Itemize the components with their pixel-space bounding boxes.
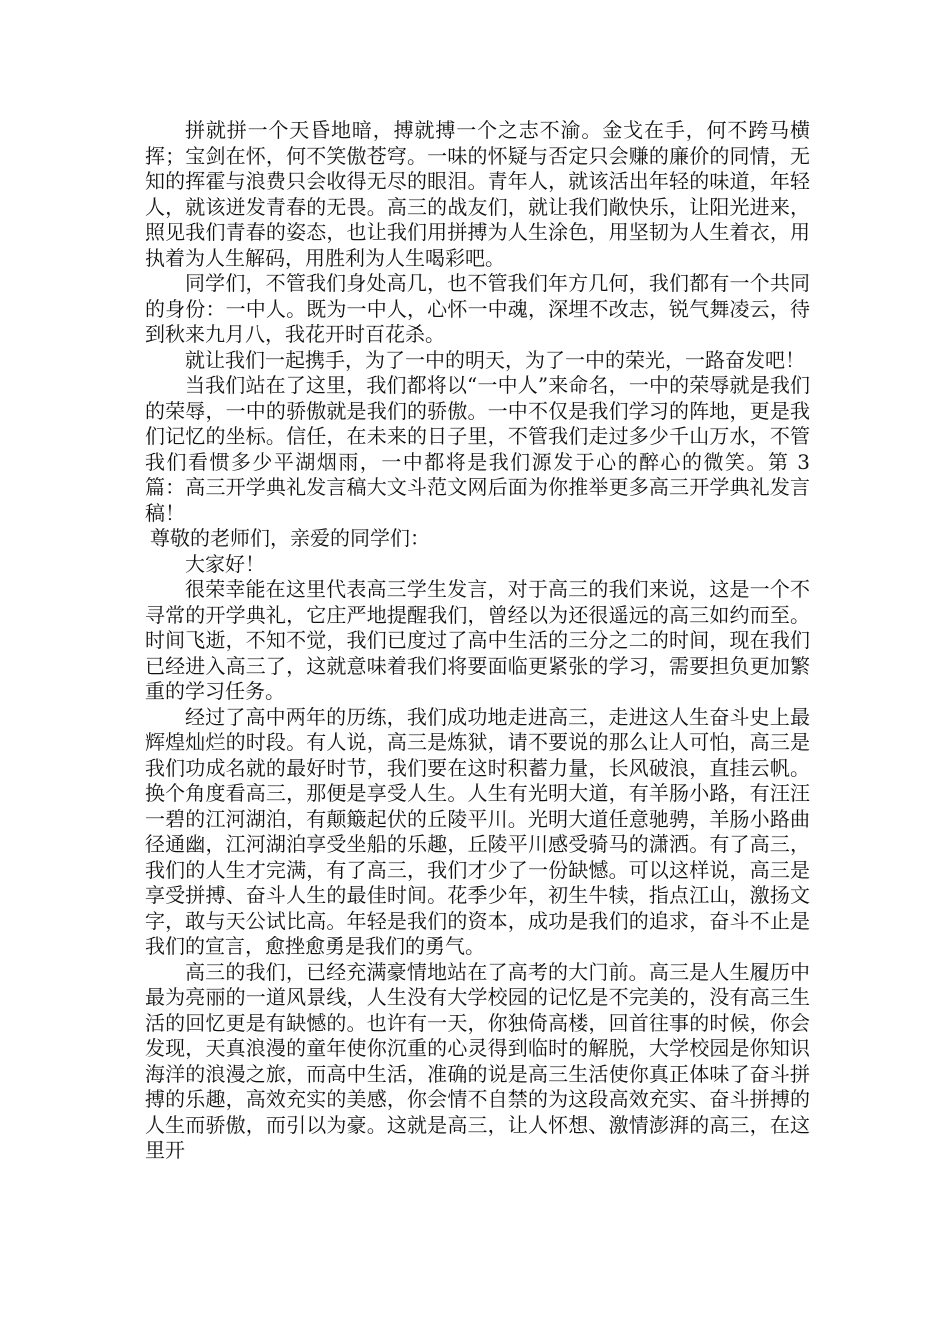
document-body bbox=[145, 118, 810, 1164]
paragraph-7: 很荣幸能在这里代表高三学生发言，对于高三的我们来说，这是一个不寻常的开学典礼，它庄严地提醒我们，曾经以为还很遥远的高三如约而至。时间飞逝，不知不觉，我们已度过了高中生活的三分之二的时间，现在我们已经进入高三了，这就意味着我们将要面临更紧张的学习，需要担负更加繁重的学习任务。 bbox=[145, 577, 810, 703]
greeting: 大家好！ bbox=[185, 551, 265, 576]
paragraph-9: 高三的我们，已经充满豪情地站在了高考的大门前。高三是人生履历中最为亮丽的一道风景线，人生没有大学校园的记忆是不完美的，没有高三生活的回忆更是有缺憾的。也许有一天，你独倚高楼，回首往事的时候，你会发现，天真浪漫的童年使你沉重的心灵得到临时的解脱，大学校园是你知识海洋的浪漫之旅，而高中生活，准确的说是高三生活使你真正体味了奋斗拼搏的乐趣，高效充实的美感，你会情不自禁的为这段高效充实、奋斗拼搏的人生而骄傲，而引以为豪。这就是高三，让人怀想、激情澎湃的高三，在这里开 bbox=[145, 959, 810, 1162]
paragraph-2: 同学们，不管我们身处高几，也不管我们年方几何，我们都有一个共同的身份：一中人。既为一中人，心怀一中魂，深埋不改志，锐气舞凌云，待到秋来九月八，我花开时百花杀。 bbox=[145, 271, 810, 346]
paragraph-3: 就让我们一起携手，为了一中的明天，为了一中的荣光，一路奋发吧！ bbox=[185, 347, 805, 372]
paragraph-4: 当我们站在了这里，我们都将以“一中人”来命名，一中的荣辱就是我们的荣辱，一中的骄傲就是我们的骄傲。一中不仅是我们学习的阵地，更是我们记忆的坐标。信任，在未来的日子里，不管我们走过多少千山万水，不管我们看惯多少平湖烟雨，一中都将是我们源发于心的醉心的微笑。第 3 篇：高三开学典礼发言稿大文斗范文网后面为你推举更多高三开学典礼发言稿！ bbox=[145, 373, 810, 525]
paragraph-1: 拼就拼一个天昏地暗，搏就搏一个之志不渝。金戈在手，何不跨马横挥；宝剑在怀，何不笑傲苍穹。一味的怀疑与否定只会赚的廉价的同情，无知的挥霍与浪费只会收得无尽的眼泪。青年人，就该活出年轻的味道，年轻人，就该迸发青春的无畏。高三的战友们，就让我们敞快乐，让阳光进来，照见我们青春的姿态，也让我们用拼搏为人生涂色，用坚韧为人生着衣，用执着为人生解码，用胜利为人生喝彩吧。 bbox=[145, 118, 810, 270]
salutation: 尊敬的老师们，亲爱的同学们： bbox=[150, 526, 430, 550]
paragraph-8: 经过了高中两年的历练，我们成功地走进高三，走进这人生奋斗史上最辉煌灿烂的时段。有人说，高三是炼狱，请不要说的那么让人可怕，高三是我们功成名就的最好时节，我们要在这时积蓄力量，长风破浪，直挂云帆。换个角度看高三，那便是享受人生。人生有光明大道，有羊肠小路，有汪汪一碧的江河湖泊，有颠簸起伏的丘陵平川。光明大道任意驰骋，羊肠小路曲径通幽，江河湖泊享受坐船的乐趣，丘陵平川感受骑马的潇洒。有了高三，我们的人生才完满，有了高三，我们才少了一份缺憾。可以这样说，高三是享受拼搏、奋斗人生的最佳时间。花季少年，初生牛犊，指点江山，激扬文字，敢与天公试比高。年轻是我们的资本，成功是我们的追求，奋斗不止是我们的宣言，愈挫愈勇是我们的勇气。 bbox=[145, 704, 810, 958]
